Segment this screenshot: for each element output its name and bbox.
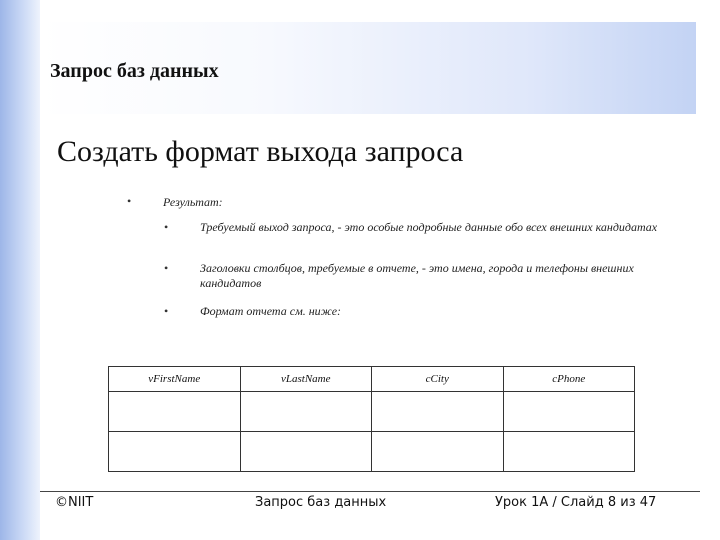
table-row [109,432,635,472]
footer-topic: Запрос баз данных [255,495,387,510]
table-cell [372,392,504,432]
table-cell [240,392,372,432]
sub-bullet-1: Требуемый выход запроса, - это особые подробные данные обо всех внешних кандидатах [200,220,658,234]
table-cell [109,392,241,432]
bullet-icon: • [164,220,169,234]
table-cell [372,432,504,472]
footer-divider [40,491,700,492]
slide-title: Запрос баз данных [50,60,219,82]
table-row [109,392,635,432]
left-decorative-band [0,0,40,540]
sub-bullet-2: Заголовки столбцов, требуемые в отчете, - это имена, города и телефоны внешних кандидатов [200,261,634,290]
table-cell [503,432,635,472]
bullet-icon: • [164,261,169,275]
column-header-vfirstname: vFirstName [109,367,241,392]
sub-bullet-3: Формат отчета см. ниже: [200,304,342,318]
column-header-cphone: cPhone [503,367,635,392]
table-cell [109,432,241,472]
table-cell [240,432,372,472]
footer-copyright: ©NIIT [55,495,94,510]
footer-slide-counter: Урок 1A / Слайд 8 из 47 [495,495,657,510]
column-header-ccity: cCity [372,367,504,392]
bullet-icon: • [127,194,132,208]
bullet-icon: • [164,304,169,318]
result-label: Результат: [163,195,223,209]
report-format-table [108,366,635,472]
table-cell [503,392,635,432]
table-header-row [109,367,635,392]
column-header-vlastname: vLastName [240,367,372,392]
slide-heading: Создать формат выхода запроса [57,135,464,168]
